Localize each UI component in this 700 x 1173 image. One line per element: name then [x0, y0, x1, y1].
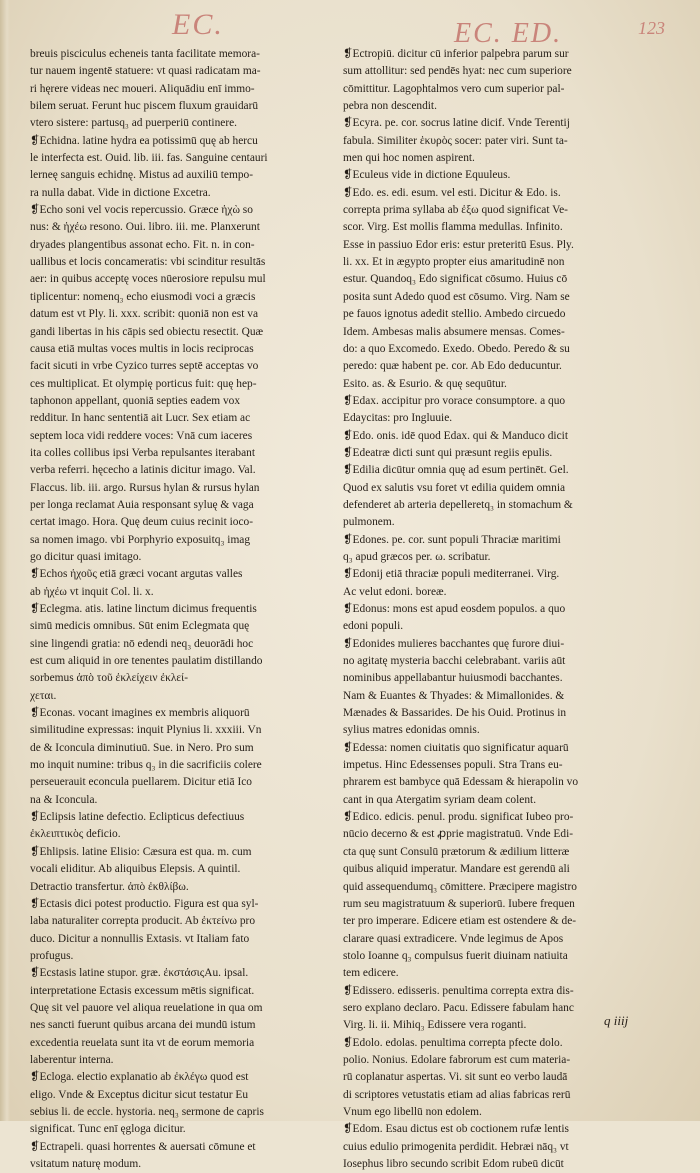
text-line: ra nulla dabat. Vide in dictione Excetra.	[30, 186, 211, 199]
text-line: ❡Ehlipsis. latine Elisio: Cæsura est qua. m. cum	[30, 845, 252, 858]
text-line: certat imago. Hora. Quę deum cuius recinit ioco-	[30, 516, 253, 529]
text-line: gandi libertas in his cāpis sed obiectu resectit. Quæ	[30, 325, 264, 338]
text-line: ἐκλειπτικὸς deficio.	[30, 828, 121, 841]
text-line: polio. Nonius. Edolare fabrorum est cum materia-	[343, 1053, 571, 1066]
text-line: estur. Quandoq₃ Edo significat cōsumo. Huius cō	[343, 273, 568, 286]
text-line: sebius li. de eccle. hystoria. neq₃ sermone de capris	[30, 1105, 264, 1118]
signature-mark: q iiij	[604, 1013, 629, 1028]
text-line: verba referri. hęcecho a latinis dicitur imago. Val.	[30, 464, 256, 477]
text-line: go dicitur quasi imitago.	[30, 550, 142, 563]
text-line: causa etiā multas voces multis in locis reciprocas	[30, 342, 254, 355]
text-line: cta quę sunt Consulū prætorum & ædilium litteræ	[343, 845, 570, 858]
text-line: Vnum ego libellū non edolem.	[343, 1105, 482, 1118]
text-line: ❡Edonij etiā thraciæ populi mediterranei. Virg.	[343, 568, 560, 581]
text-line: per longa reclamat Auia responsant syluę & vaga	[30, 498, 254, 511]
left-text-column	[30, 46, 336, 1173]
text-line: ❡Edeatræ dicti sunt qui præsunt regiis epulis.	[343, 446, 553, 459]
text-line: sine lingendi gratia: nō edendi neq₃ deuorādi hoc	[30, 637, 254, 650]
text-line: vocali eliditur. Ab aliquibus Elepsis. A quintil.	[30, 863, 241, 876]
text-line: Esito. as. & Esurio. & quę sequūtur.	[343, 377, 507, 390]
text-line: q₃ apud græcos per. ω. scribatur.	[343, 550, 491, 563]
text-line: fabula. Similiter ἑκυρὸς socer: pater viri. Sunt ta-	[343, 134, 568, 147]
text-line: ❡Edo. es. edi. esum. vel esti. Dicitur & Edo. is.	[343, 186, 561, 199]
text-line: Nam & Euantes & Thyades: & Mimallonides. &	[343, 689, 565, 702]
text-line: nūcio decerno & est ꝓprie magistratuū. Vnde Edi-	[343, 828, 574, 841]
text-line: clarare quasi extradicere. Vnde legimus de Apos	[343, 932, 564, 945]
text-line: ri hęrere videas nec moueri. Aliquādiu enī immo-	[30, 82, 255, 95]
text-line: ❡Eculeus vide in dictione Equuleus.	[343, 169, 511, 182]
text-line: posita sunt Adedo quod est cōsumo. Virg. Nam se	[343, 290, 570, 303]
text-line: ❡Edo. onis. idē quod Edax. qui & Manduco dicit	[343, 429, 568, 442]
text-line: na & Iconcula.	[30, 793, 98, 806]
text-line: Detractio transfertur. ἀπὸ ἐκθλίβω.	[30, 880, 189, 893]
text-line: ❡Edessa: nomen ciuitatis quo significatur aquarū	[343, 741, 569, 754]
text-line: ❡Ectrapeli. quasi horrentes & auersati cōmune et	[30, 1140, 256, 1153]
text-line: similitudine expressas: inquit Plynius li. xxxiii. Vn	[30, 724, 262, 737]
text-line: li. xx. Et in ægypto propter eius amaritudinē non	[343, 256, 565, 269]
text-line: ❡Eclegma. atis. latine linctum dicimus frequentis	[30, 603, 257, 615]
margin-annotation-left: EC.	[172, 8, 224, 41]
text-line: lerneę sanguis echidnę. Mistus ad auxiliū tempo-	[30, 169, 254, 182]
text-line: mo inquit numine: tribus q₃ in die sacrificiis colere	[30, 759, 262, 772]
text-line: cuius edulio primogenita perdidit. Hebræi nāq₃ vt	[343, 1140, 569, 1153]
text-line: ❡Edissero. edisseris. penultima correpta extra dis-	[343, 984, 574, 997]
text-line: Iosephus libro secundo scribit Edom rubeū dicūt	[343, 1158, 564, 1170]
text-line: ❡Ecstasis latine stupor. græ. ἐκστάσιςAu. ipsal.	[30, 967, 249, 980]
text-line: Ac velut edoni. boreæ.	[343, 585, 447, 598]
text-line: ❡Eclipsis latine defectio. Eclipticus defectiuus	[30, 811, 245, 824]
text-line: de & Iconcula diminutiuū. Sue. in Nero. Pro sum	[30, 741, 254, 754]
text-line: ces multiplicat. Et olympię porticus fuit: quę hep-	[30, 377, 257, 390]
text-line: pebra non descendit.	[343, 100, 437, 113]
text-line: dryades plangentibus assonat echo. Fit. n. in con-	[30, 238, 255, 251]
text-line: tiplicentur: nomenq₃ echo eiusmodi voci a græcis	[30, 290, 256, 303]
text-line: ita colles collibus ipsi Verba repulsantes iterabant	[30, 446, 256, 459]
text-line: uallibus et locis concameratis: vbi scinditur resultās	[30, 256, 266, 269]
text-line: ❡Edilia dicūtur omnia quę ad esum pertinēt. Gel.	[343, 464, 569, 477]
text-line: di scriptores vetustatis etiam ad alias fabricas rerū	[343, 1088, 571, 1101]
text-line: impetus. Hinc Edessenses populi. Stra Trans eu-	[343, 759, 563, 772]
text-line: χεται.	[30, 689, 57, 702]
text-line: men qui hoc nomen aspirent.	[343, 152, 475, 165]
text-line: ❡Echidna. latine hydra ea potissimū quę ab hercu	[30, 134, 258, 147]
text-line: septem loca vidi reddere voces: Vnā cum iaceres	[30, 429, 253, 442]
text-line: no agitatę mysteria bacchi celebrabant. variis aūt	[343, 655, 566, 668]
text-line: Edaycitas: pro Ingluuie.	[343, 412, 453, 425]
text-line: duco. Dicitur a nonnullis Extasis. vt Italiam fato	[30, 932, 250, 945]
text-line: ❡Edax. accipitur pro vorace consumptore. a quo	[343, 394, 566, 407]
text-line: peredo: quæ habent pe. cor. Ab Edo deducuntur.	[343, 360, 562, 373]
text-line: eligo. Vnde & Exceptus dicitur sicut testatur Eu	[30, 1088, 249, 1101]
text-line: tem edicere.	[343, 967, 399, 980]
text-line: bilem seruat. Ferunt huc piscem fluxum grauidarū	[30, 100, 259, 113]
text-line: ❡Edonides mulieres bacchantes quę furore diui-	[343, 637, 565, 650]
text-line: pulmonem.	[343, 516, 395, 529]
text-line: ❡Edonus: mons est apud eosdem populos. a quo	[343, 603, 566, 615]
text-line: Quod ex salutis vsu foret vt edilia quidem omnia	[343, 481, 566, 494]
text-line: defenderet ab arteria depelleretq₃ in stomachum &	[343, 498, 573, 511]
text-line: taphonon appellant, quoniā septies eadem vox	[30, 394, 241, 407]
text-line: nus: & ἠχέω resono. Oui. libro. iii. me. Planxerunt	[30, 221, 260, 234]
text-line: rum seu magistratuum & superiorū. Iubere frequen	[343, 897, 575, 910]
text-line: ❡Edones. pe. cor. sunt populi Thraciæ maritimi	[343, 533, 561, 546]
text-line: sero explano declaro. Pacu. Edissere fabulam hanc	[343, 1001, 574, 1014]
text-line: ❡Ecloga. electio explanatio ab ἐκλέγω quod est	[30, 1071, 249, 1084]
text-line: phrarem est bambyce quā Edessam & hierapolin vo	[343, 776, 579, 789]
text-line: ❡Echos ἠχοῦς etiā græci vocant argutas valles	[30, 568, 243, 581]
text-line: pe fauos ignotus adedit stellio. Ambedo circuedo	[343, 308, 566, 321]
text-line: sum attollitur: sed pendēs hyat: nec cum superiore	[343, 65, 572, 78]
text-line: ❡Ectasis dici potest productio. Figura est qua syl-	[30, 897, 259, 910]
text-line: vsitatum naturę modum.	[30, 1158, 142, 1170]
text-line: redditur. In hanc sententiā ait Lucr. Sex etiam ac	[30, 412, 251, 425]
text-line: ab ἠχέω vt inquit Col. li. x.	[30, 585, 154, 598]
text-line: excedentia reuelata sunt ita vt de eorum memoria	[30, 1036, 255, 1049]
text-line: sa nomen imago. vbi Porphyrio exposuitq₃ imag	[30, 533, 251, 546]
text-line: Esse in passiuo Edor eris: estur preteritū Esus. Ply.	[343, 238, 574, 251]
text-line: stolo Ioanne q₃ compulsus fuerit diuinam natiuita	[343, 949, 568, 962]
text-line: profugus.	[30, 949, 74, 962]
text-line: perseuerauit econcula puellarem. Dicitur etiā Ico	[30, 776, 253, 789]
text-line: datum est vt Ply. li. xxx. scribit: quoniā non est va	[30, 308, 259, 321]
text-line: rū coplanatur aspertas. Vi. sit sunt eo verbo laudā	[343, 1071, 568, 1084]
text-line: ❡Ecyra. pe. cor. socrus latine dicif. Vnde Terentij	[343, 117, 570, 130]
text-line: aer: in quibus acceptę voces nūerosiore repulsu mul	[30, 273, 266, 286]
text-line: quibus aliquid imperatur. Mandare est gerendū ali	[343, 863, 570, 876]
text-line: laberentur interna.	[30, 1053, 114, 1066]
text-line: laba naturaliter correpta producit. Ab ἐκτείνω pro	[30, 915, 256, 928]
text-line: Virg. li. ii. Mihiq₃ Edissere vera roganti.	[343, 1019, 527, 1032]
text-line: Idem. Ambesas malis absumere mensas. Comes-	[343, 325, 565, 338]
text-line: ❡Econas. vocant imagines ex membris aliquorū	[30, 707, 250, 720]
text-line: nominibus appellabantur huiusmodi bacchantes.	[343, 672, 563, 685]
right-text-column	[343, 46, 663, 1173]
text-line: correpta prima syllaba ab ἐξω quod significat Ve-	[343, 204, 568, 217]
text-line: interpretatione Ectasis excessum mētis significat.	[30, 984, 255, 997]
text-line: breuis pisciculus echeneis tanta facilitate memora-	[30, 48, 260, 60]
text-line: facit sicuti in vrbe Cyzico turres septē acceptas vo	[30, 360, 259, 373]
text-line: est cum aliquid in ore tenentes paulatim distillando	[30, 655, 263, 668]
text-line: Quę sit vel pauore vel aliqua reuelatione in qua om	[30, 1001, 263, 1014]
text-line: do: a quo Excomedo. Exedo. Obedo. Peredo & su	[343, 342, 570, 355]
text-line: nes sancti fuerunt quibus arcana dei mundū istum	[30, 1019, 256, 1032]
text-line: edoni populi.	[343, 620, 404, 633]
text-line: Mænades & Bassarides. De his Ouid. Protinus in	[343, 707, 567, 720]
text-line: sylius matres edonidas omnis.	[343, 724, 480, 737]
text-line: ❡Edico. edicis. penul. produ. significat Iubeo pro-	[343, 811, 574, 824]
text-line: sorbemus ἀπὸ τοῦ ἐκλείχειν ἐκλεί-	[30, 672, 189, 685]
text-line: le interfecta est. Ouid. lib. iii. fas. Sanguine centauri	[30, 152, 268, 165]
text-line: significat. Tunc enī ęgloga dicitur.	[30, 1123, 186, 1136]
margin-annotation-right: EC. ED.	[454, 18, 563, 49]
text-line: Flaccus. lib. iii. argo. Rursus hylan & rursus hylan	[30, 481, 260, 494]
text-line: ❡Echo soni vel vocis repercussio. Græce ἠχὼ so	[30, 204, 253, 217]
text-line: ter pro imperare. Edicere etiam est ostendere & de-	[343, 915, 577, 928]
text-line: scor. Virg. Est mollis flamma medullas. Infinito.	[343, 221, 563, 234]
text-line: tur nauem ingentē statuere: vt quasi radicatam ma-	[30, 65, 261, 78]
text-line: quid assequendumq₃ cōmittere. Præcipere magistro	[343, 880, 577, 893]
text-line: vtero sistere: partusq₃ ad puerperiū continere.	[30, 117, 238, 130]
text-line: simū medicis omnibus. Sūt enim Eclegmata quę	[30, 620, 250, 633]
text-line: cōmittitur. Lagophtalmos vero cum superior pal-	[343, 82, 565, 95]
text-line: ❡Edom. Esau dictus est ob coctionem rufæ lentis	[343, 1123, 569, 1136]
text-line: ❡Edolo. edolas. penultima correpta pfecte dolo.	[343, 1036, 563, 1049]
folio-number: 123	[638, 18, 665, 38]
text-line: cant in qua Atergatim syriam deam colent.	[343, 793, 537, 806]
text-line: ❡Ectropiū. dicitur cū inferior palpebra parum sur	[343, 48, 569, 60]
